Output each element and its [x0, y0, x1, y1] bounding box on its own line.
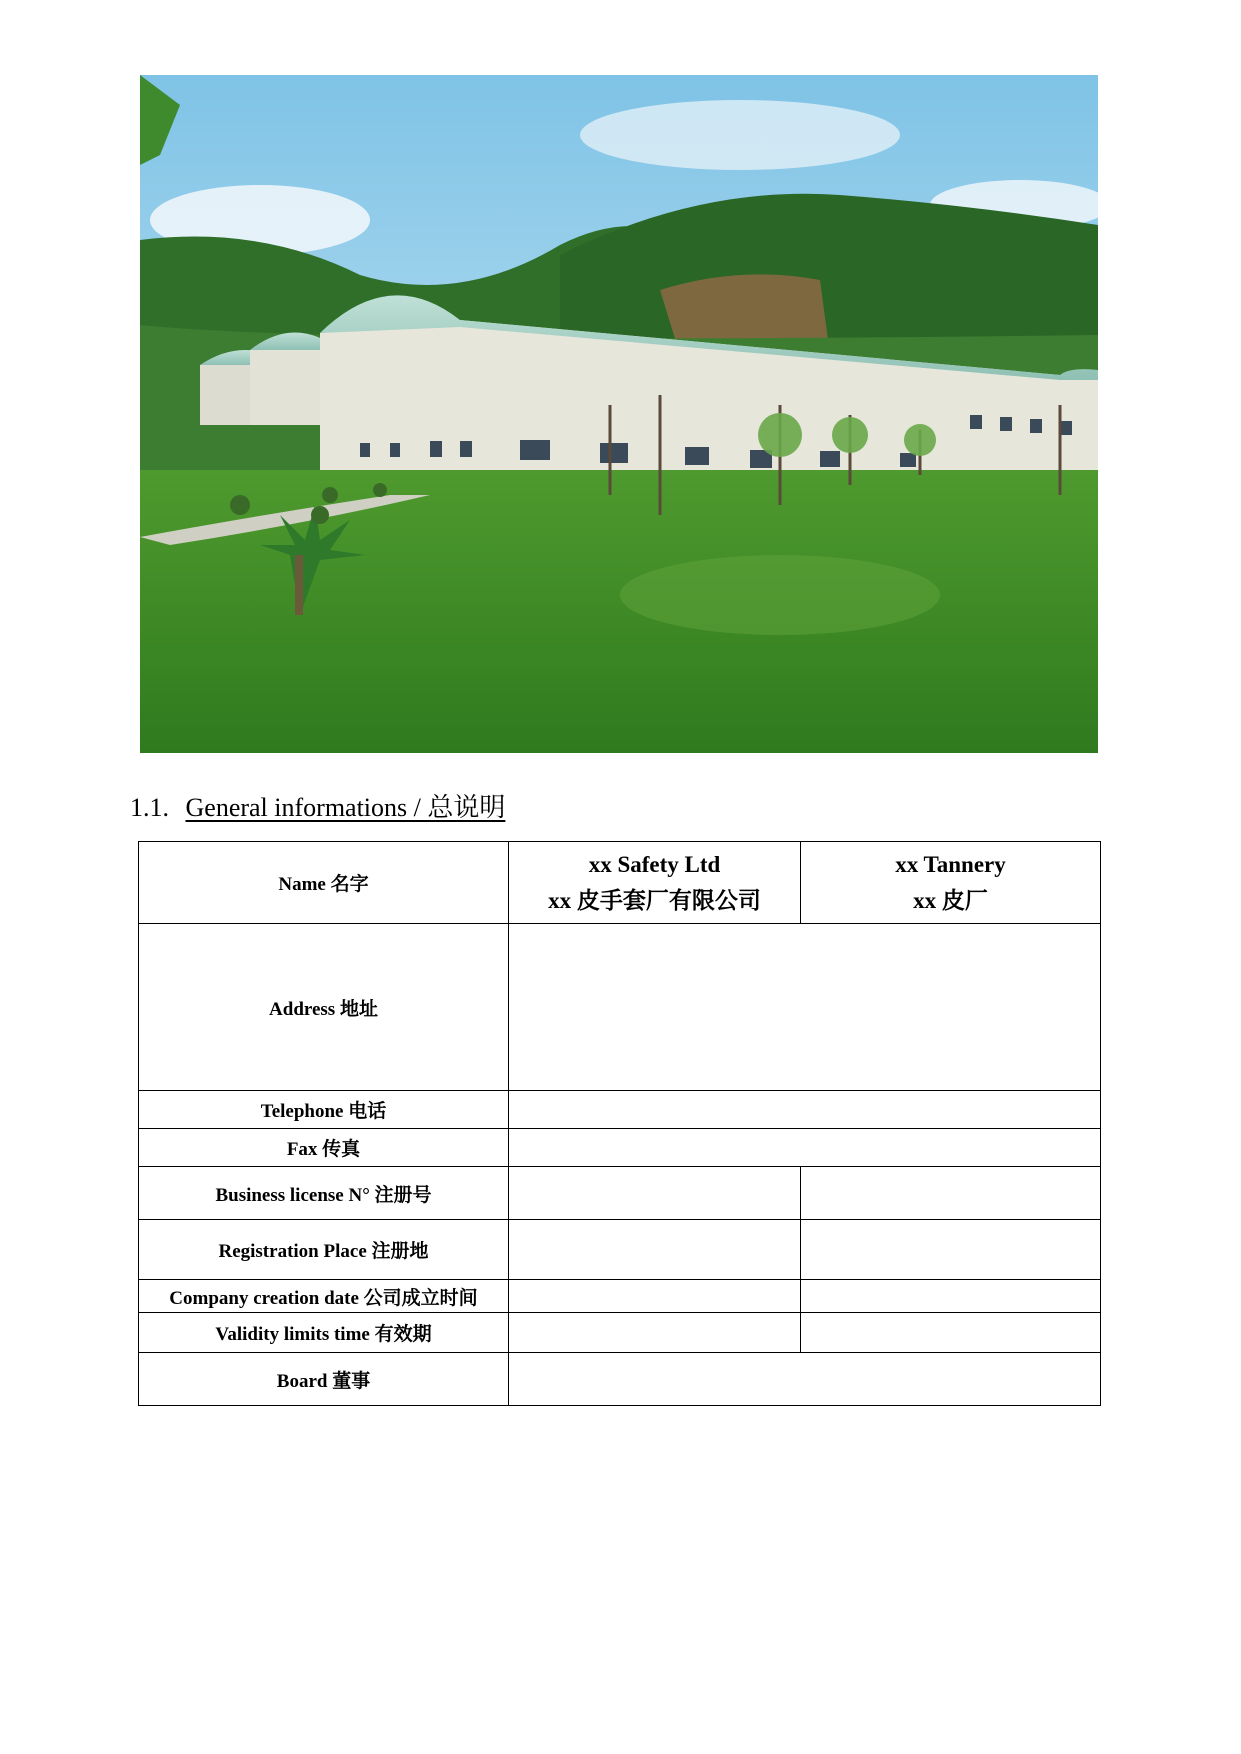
name-row [139, 842, 1101, 924]
registration-place-value-2 [801, 1220, 1101, 1280]
company-1-name-en: xx Safety Ltd [588, 851, 721, 877]
name-label: Name 名字 [139, 842, 509, 924]
creation-date-value-1 [509, 1280, 801, 1313]
factory-photo [140, 75, 1098, 753]
address-row [139, 924, 1101, 1091]
company-2-name-cn: xx 皮厂 [913, 887, 988, 913]
creation-date-label: Company creation date 公司成立时间 [139, 1280, 509, 1313]
fax-value [509, 1129, 1101, 1167]
general-info-table [138, 841, 1101, 1406]
registration-place-label: Registration Place 注册地 [139, 1220, 509, 1280]
board-value [509, 1353, 1101, 1406]
section-title: General informations / 总说明 [185, 793, 506, 822]
validity-value-1 [509, 1313, 801, 1353]
registration-place-value-1 [509, 1220, 801, 1280]
address-value [509, 924, 1101, 1091]
telephone-value [509, 1091, 1101, 1129]
section-heading [130, 792, 505, 824]
company-1-name-cn: xx 皮手套厂有限公司 [548, 887, 761, 913]
telephone-row [139, 1091, 1101, 1129]
creation-date-row [139, 1280, 1101, 1313]
business-license-row [139, 1167, 1101, 1220]
registration-place-row [139, 1220, 1101, 1280]
company-2-header [801, 842, 1101, 924]
section-number: 1.1. [130, 793, 169, 822]
board-label: Board 董事 [139, 1353, 509, 1406]
business-license-value-1 [509, 1167, 801, 1220]
validity-value-2 [801, 1313, 1101, 1353]
board-row [139, 1353, 1101, 1406]
business-license-label: Business license N° 注册号 [139, 1167, 509, 1220]
creation-date-value-2 [801, 1280, 1101, 1313]
telephone-label: Telephone 电话 [139, 1091, 509, 1129]
fax-row [139, 1129, 1101, 1167]
company-1-header [509, 842, 801, 924]
company-2-name-en: xx Tannery [895, 851, 1006, 877]
address-label: Address 地址 [139, 924, 509, 1091]
business-license-value-2 [801, 1167, 1101, 1220]
fax-label: Fax 传真 [139, 1129, 509, 1167]
validity-row [139, 1313, 1101, 1353]
validity-label: Validity limits time 有效期 [139, 1313, 509, 1353]
